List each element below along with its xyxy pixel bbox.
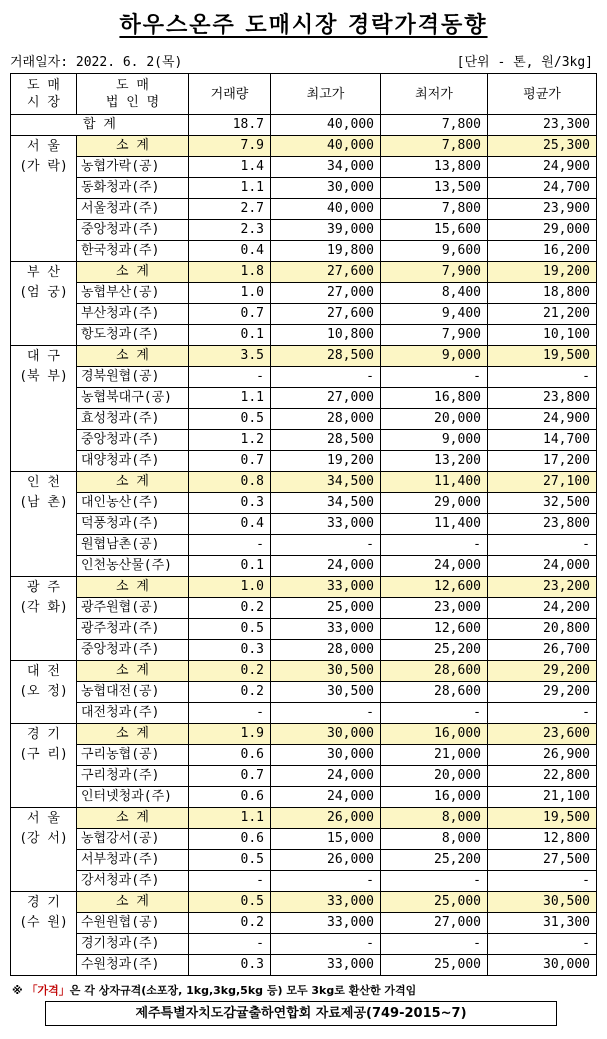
subtotal-row	[11, 892, 597, 913]
region-cell: 광 주 (각 화)	[11, 577, 77, 661]
avg-price-cell: 26,900	[488, 745, 597, 766]
avg-price-cell: 18,800	[488, 283, 597, 304]
table-row	[11, 913, 597, 934]
volume-cell: 0.7	[189, 304, 271, 325]
table-row	[11, 493, 597, 514]
avg-price-cell: 23,800	[488, 514, 597, 535]
volume-cell: 0.2	[189, 913, 271, 934]
corp-name-cell: 소 계	[77, 892, 189, 913]
table-row	[11, 682, 597, 703]
table-row	[11, 787, 597, 808]
avg-price-cell: 17,200	[488, 451, 597, 472]
table-row	[11, 850, 597, 871]
region-cell: 경 기 (수 원)	[11, 892, 77, 976]
volume-cell: 1.0	[189, 283, 271, 304]
min-price-cell: 24,000	[381, 556, 488, 577]
max-price-cell: 10,800	[271, 325, 381, 346]
volume-cell: -	[189, 367, 271, 388]
max-price-cell: 27,000	[271, 283, 381, 304]
table-row	[11, 640, 597, 661]
table-row	[11, 367, 597, 388]
max-price-cell: 30,000	[271, 178, 381, 199]
table-row	[11, 598, 597, 619]
volume-cell: 0.1	[189, 556, 271, 577]
corp-name-cell: 한국청과(주)	[77, 241, 189, 262]
corp-name-cell: 경기청과(주)	[77, 934, 189, 955]
avg-price-cell: 24,200	[488, 598, 597, 619]
avg-price-cell: 23,900	[488, 199, 597, 220]
avg-price-cell: 22,800	[488, 766, 597, 787]
max-price-cell: -	[271, 934, 381, 955]
avg-price-cell: 24,000	[488, 556, 597, 577]
max-price-cell: 19,800	[271, 241, 381, 262]
corp-name-cell: 동화청과(주)	[77, 178, 189, 199]
table-row	[11, 241, 597, 262]
avg-price-cell: 32,500	[488, 493, 597, 514]
avg-price-cell: 31,300	[488, 913, 597, 934]
min-price-cell: 13,500	[381, 178, 488, 199]
min-price-cell: 21,000	[381, 745, 488, 766]
volume-cell: 3.5	[189, 346, 271, 367]
max-price-cell: 28,000	[271, 409, 381, 430]
volume-cell: 7.9	[189, 136, 271, 157]
min-price-cell: 15,600	[381, 220, 488, 241]
min-price-cell: 13,200	[381, 451, 488, 472]
corp-name-cell: 농협대전(공)	[77, 682, 189, 703]
volume-cell: 0.6	[189, 829, 271, 850]
subtotal-row	[11, 577, 597, 598]
avg-price-cell: 23,600	[488, 724, 597, 745]
corp-name-cell: 인천농산물(주)	[77, 556, 189, 577]
avg-price-cell: 19,500	[488, 808, 597, 829]
max-price-cell: 40,000	[271, 136, 381, 157]
corp-name-cell: 소 계	[77, 577, 189, 598]
max-price-cell: 25,000	[271, 598, 381, 619]
max-price-cell: 27,600	[271, 262, 381, 283]
corp-name-cell: 덕풍청과(주)	[77, 514, 189, 535]
avg-price-cell: 20,800	[488, 619, 597, 640]
min-price-cell: -	[381, 871, 488, 892]
max-price-cell: 26,000	[271, 850, 381, 871]
header-row	[11, 74, 597, 115]
min-price-cell: 25,200	[381, 850, 488, 871]
min-price-cell: 7,800	[381, 199, 488, 220]
table-row	[11, 535, 597, 556]
volume-cell: -	[189, 535, 271, 556]
table-row	[11, 745, 597, 766]
table-row	[11, 178, 597, 199]
corp-name-cell: 소 계	[77, 136, 189, 157]
table-row	[11, 430, 597, 451]
corp-name-cell: 효성청과(주)	[77, 409, 189, 430]
table-row	[11, 556, 597, 577]
max-price-cell: 28,500	[271, 430, 381, 451]
avg-price-cell: 21,200	[488, 304, 597, 325]
max-price-cell: 34,500	[271, 472, 381, 493]
volume-cell: 1.0	[189, 577, 271, 598]
table-row	[11, 304, 597, 325]
min-price-cell: -	[381, 934, 488, 955]
table-row	[11, 766, 597, 787]
volume-cell: 1.8	[189, 262, 271, 283]
corp-name-cell: 부산청과(주)	[77, 304, 189, 325]
min-price-cell: 25,000	[381, 892, 488, 913]
total-max: 40,000	[271, 115, 381, 136]
table-row	[11, 619, 597, 640]
max-price-cell: 24,000	[271, 556, 381, 577]
max-price-cell: 24,000	[271, 787, 381, 808]
max-price-cell: 27,600	[271, 304, 381, 325]
volume-cell: 0.2	[189, 682, 271, 703]
volume-cell: 1.1	[189, 388, 271, 409]
table-row	[11, 955, 597, 976]
avg-price-cell: 10,100	[488, 325, 597, 346]
table-row	[11, 934, 597, 955]
avg-price-cell: 29,200	[488, 682, 597, 703]
region-cell: 부 산 (엄 궁)	[11, 262, 77, 346]
page-title: 하우스온주 도매시장 경락가격동향	[119, 13, 488, 38]
min-price-cell: 11,400	[381, 472, 488, 493]
table-row	[11, 514, 597, 535]
region-cell: 대 구 (북 부)	[11, 346, 77, 472]
table-row	[11, 409, 597, 430]
avg-price-cell: -	[488, 703, 597, 724]
table-row	[11, 829, 597, 850]
min-price-cell: 9,000	[381, 346, 488, 367]
max-price-cell: 27,000	[271, 388, 381, 409]
header-max: 최고가	[271, 74, 381, 115]
subtotal-row	[11, 808, 597, 829]
region-cell: 서 울 (가 락)	[11, 136, 77, 262]
max-price-cell: 33,000	[271, 955, 381, 976]
min-price-cell: 9,400	[381, 304, 488, 325]
avg-price-cell: 19,500	[488, 346, 597, 367]
volume-cell: 0.2	[189, 598, 271, 619]
corp-name-cell: 광주청과(주)	[77, 619, 189, 640]
max-price-cell: -	[271, 535, 381, 556]
avg-price-cell: 25,300	[488, 136, 597, 157]
min-price-cell: 12,600	[381, 619, 488, 640]
corp-name-cell: 중앙청과(주)	[77, 430, 189, 451]
volume-cell: 0.3	[189, 640, 271, 661]
min-price-cell: 20,000	[381, 766, 488, 787]
subtotal-row	[11, 661, 597, 682]
corp-name-cell: 구리청과(주)	[77, 766, 189, 787]
min-price-cell: 16,000	[381, 787, 488, 808]
region-cell: 인 천 (남 촌)	[11, 472, 77, 577]
avg-price-cell: 27,100	[488, 472, 597, 493]
max-price-cell: 33,000	[271, 892, 381, 913]
volume-cell: 1.1	[189, 808, 271, 829]
min-price-cell: 13,800	[381, 157, 488, 178]
max-price-cell: 40,000	[271, 199, 381, 220]
subtotal-row	[11, 724, 597, 745]
avg-price-cell: 30,000	[488, 955, 597, 976]
min-price-cell: -	[381, 367, 488, 388]
corp-name-cell: 수원청과(주)	[77, 955, 189, 976]
min-price-cell: 25,200	[381, 640, 488, 661]
header-market: 도 매 시 장	[11, 74, 77, 115]
avg-price-cell: 29,000	[488, 220, 597, 241]
table-row	[11, 220, 597, 241]
min-price-cell: 8,400	[381, 283, 488, 304]
volume-cell: 0.5	[189, 409, 271, 430]
subtotal-row	[11, 262, 597, 283]
table-row	[11, 283, 597, 304]
total-row	[11, 115, 597, 136]
volume-cell: 0.3	[189, 493, 271, 514]
corp-name-cell: 소 계	[77, 472, 189, 493]
corp-name-cell: 농협부산(공)	[77, 283, 189, 304]
max-price-cell: 33,000	[271, 619, 381, 640]
volume-cell: -	[189, 934, 271, 955]
max-price-cell: 33,000	[271, 514, 381, 535]
corp-name-cell: 중앙청과(주)	[77, 640, 189, 661]
corp-name-cell: 대양청과(주)	[77, 451, 189, 472]
corp-name-cell: 구리농협(공)	[77, 745, 189, 766]
total-min: 7,800	[381, 115, 488, 136]
min-price-cell: 29,000	[381, 493, 488, 514]
max-price-cell: 34,500	[271, 493, 381, 514]
min-price-cell: 9,600	[381, 241, 488, 262]
max-price-cell: 30,500	[271, 682, 381, 703]
corp-name-cell: 농협북대구(공)	[77, 388, 189, 409]
max-price-cell: 30,500	[271, 661, 381, 682]
corp-name-cell: 서부청과(주)	[77, 850, 189, 871]
corp-name-cell: 농협가락(공)	[77, 157, 189, 178]
region-cell: 서 울 (강 서)	[11, 808, 77, 892]
max-price-cell: 28,000	[271, 640, 381, 661]
corp-name-cell: 대전청과(주)	[77, 703, 189, 724]
min-price-cell: 20,000	[381, 409, 488, 430]
corp-name-cell: 소 계	[77, 724, 189, 745]
volume-cell: 0.7	[189, 766, 271, 787]
subtotal-row	[11, 346, 597, 367]
total-avg: 23,300	[488, 115, 597, 136]
table-row	[11, 199, 597, 220]
corp-name-cell: 광주원협(공)	[77, 598, 189, 619]
volume-cell: 0.4	[189, 241, 271, 262]
min-price-cell: 9,000	[381, 430, 488, 451]
table-row	[11, 871, 597, 892]
trade-date: 거래일자: 2022. 6. 2(목)	[10, 55, 183, 70]
corp-name-cell: 경북원협(공)	[77, 367, 189, 388]
price-table	[10, 73, 597, 976]
avg-price-cell: 24,900	[488, 409, 597, 430]
avg-price-cell: 26,700	[488, 640, 597, 661]
volume-cell: 0.4	[189, 514, 271, 535]
max-price-cell: 34,000	[271, 157, 381, 178]
min-price-cell: -	[381, 535, 488, 556]
max-price-cell: 28,500	[271, 346, 381, 367]
volume-cell: 1.4	[189, 157, 271, 178]
note-highlight: 「가격」	[26, 984, 70, 997]
min-price-cell: 11,400	[381, 514, 488, 535]
max-price-cell: 26,000	[271, 808, 381, 829]
avg-price-cell: 23,800	[488, 388, 597, 409]
avg-price-cell: 21,100	[488, 787, 597, 808]
volume-cell: 0.7	[189, 451, 271, 472]
max-price-cell: -	[271, 367, 381, 388]
region-cell: 대 전 (오 정)	[11, 661, 77, 724]
header-volume: 거래량	[189, 74, 271, 115]
note-text: 은 각 상자규격(소포장, 1kg,3kg,5kg 등) 모두 3kg로 환산한 가격임	[69, 984, 417, 997]
region-cell: 경 기 (구 리)	[11, 724, 77, 808]
avg-price-cell: 19,200	[488, 262, 597, 283]
max-price-cell: 33,000	[271, 577, 381, 598]
header-min: 최저가	[381, 74, 488, 115]
unit-label: [단위 - 톤, 원/3kg]	[456, 55, 593, 70]
volume-cell: 0.6	[189, 745, 271, 766]
volume-cell: 0.1	[189, 325, 271, 346]
volume-cell: -	[189, 703, 271, 724]
min-price-cell: 7,900	[381, 262, 488, 283]
avg-price-cell: 30,500	[488, 892, 597, 913]
volume-cell: 0.5	[189, 892, 271, 913]
min-price-cell: 16,800	[381, 388, 488, 409]
table-row	[11, 157, 597, 178]
min-price-cell: 16,000	[381, 724, 488, 745]
corp-name-cell: 항도청과(주)	[77, 325, 189, 346]
footnote	[12, 982, 416, 998]
note-prefix: ※	[12, 984, 27, 997]
max-price-cell: 33,000	[271, 913, 381, 934]
avg-price-cell: 27,500	[488, 850, 597, 871]
total-label: 합 계	[11, 115, 189, 136]
corp-name-cell: 대인농산(주)	[77, 493, 189, 514]
table-row	[11, 388, 597, 409]
max-price-cell: 19,200	[271, 451, 381, 472]
volume-cell: 2.7	[189, 199, 271, 220]
max-price-cell: 39,000	[271, 220, 381, 241]
subtotal-row	[11, 472, 597, 493]
max-price-cell: 30,000	[271, 724, 381, 745]
min-price-cell: 28,600	[381, 682, 488, 703]
avg-price-cell: 16,200	[488, 241, 597, 262]
min-price-cell: 8,000	[381, 808, 488, 829]
volume-cell: 0.3	[189, 955, 271, 976]
corp-name-cell: 수원원협(공)	[77, 913, 189, 934]
avg-price-cell: 14,700	[488, 430, 597, 451]
corp-name-cell: 소 계	[77, 346, 189, 367]
corp-name-cell: 농협강서(공)	[77, 829, 189, 850]
table-row	[11, 451, 597, 472]
corp-name-cell: 서울청과(주)	[77, 199, 189, 220]
min-price-cell: 23,000	[381, 598, 488, 619]
avg-price-cell: -	[488, 535, 597, 556]
corp-name-cell: 인터넷청과(주)	[77, 787, 189, 808]
total-volume: 18.7	[189, 115, 271, 136]
min-price-cell: 7,800	[381, 136, 488, 157]
avg-price-cell: 24,700	[488, 178, 597, 199]
max-price-cell: -	[271, 703, 381, 724]
min-price-cell: 25,000	[381, 955, 488, 976]
corp-name-cell: 소 계	[77, 808, 189, 829]
volume-cell: -	[189, 871, 271, 892]
subtotal-row	[11, 136, 597, 157]
volume-cell: 0.5	[189, 850, 271, 871]
avg-price-cell: 29,200	[488, 661, 597, 682]
min-price-cell: 28,600	[381, 661, 488, 682]
max-price-cell: 15,000	[271, 829, 381, 850]
avg-price-cell: -	[488, 367, 597, 388]
corp-name-cell: 원협남촌(공)	[77, 535, 189, 556]
avg-price-cell: 23,200	[488, 577, 597, 598]
volume-cell: 1.2	[189, 430, 271, 451]
source-box: 제주특별자치도감귤출하연합회 자료제공(749-2015~7)	[45, 1001, 557, 1026]
volume-cell: 0.8	[189, 472, 271, 493]
volume-cell: 1.1	[189, 178, 271, 199]
corp-name-cell: 소 계	[77, 661, 189, 682]
header-corp: 도 매 법 인 명	[77, 74, 189, 115]
volume-cell: 1.9	[189, 724, 271, 745]
min-price-cell: 7,900	[381, 325, 488, 346]
max-price-cell: 30,000	[271, 745, 381, 766]
avg-price-cell: 24,900	[488, 157, 597, 178]
table-row	[11, 703, 597, 724]
min-price-cell: 12,600	[381, 577, 488, 598]
corp-name-cell: 소 계	[77, 262, 189, 283]
table-row	[11, 325, 597, 346]
max-price-cell: 24,000	[271, 766, 381, 787]
max-price-cell: -	[271, 871, 381, 892]
volume-cell: 2.3	[189, 220, 271, 241]
avg-price-cell: -	[488, 934, 597, 955]
avg-price-cell: -	[488, 871, 597, 892]
corp-name-cell: 중앙청과(주)	[77, 220, 189, 241]
corp-name-cell: 강서청과(주)	[77, 871, 189, 892]
volume-cell: 0.6	[189, 787, 271, 808]
header-avg: 평균가	[488, 74, 597, 115]
volume-cell: 0.2	[189, 661, 271, 682]
min-price-cell: 8,000	[381, 829, 488, 850]
min-price-cell: -	[381, 703, 488, 724]
volume-cell: 0.5	[189, 619, 271, 640]
min-price-cell: 27,000	[381, 913, 488, 934]
avg-price-cell: 12,800	[488, 829, 597, 850]
